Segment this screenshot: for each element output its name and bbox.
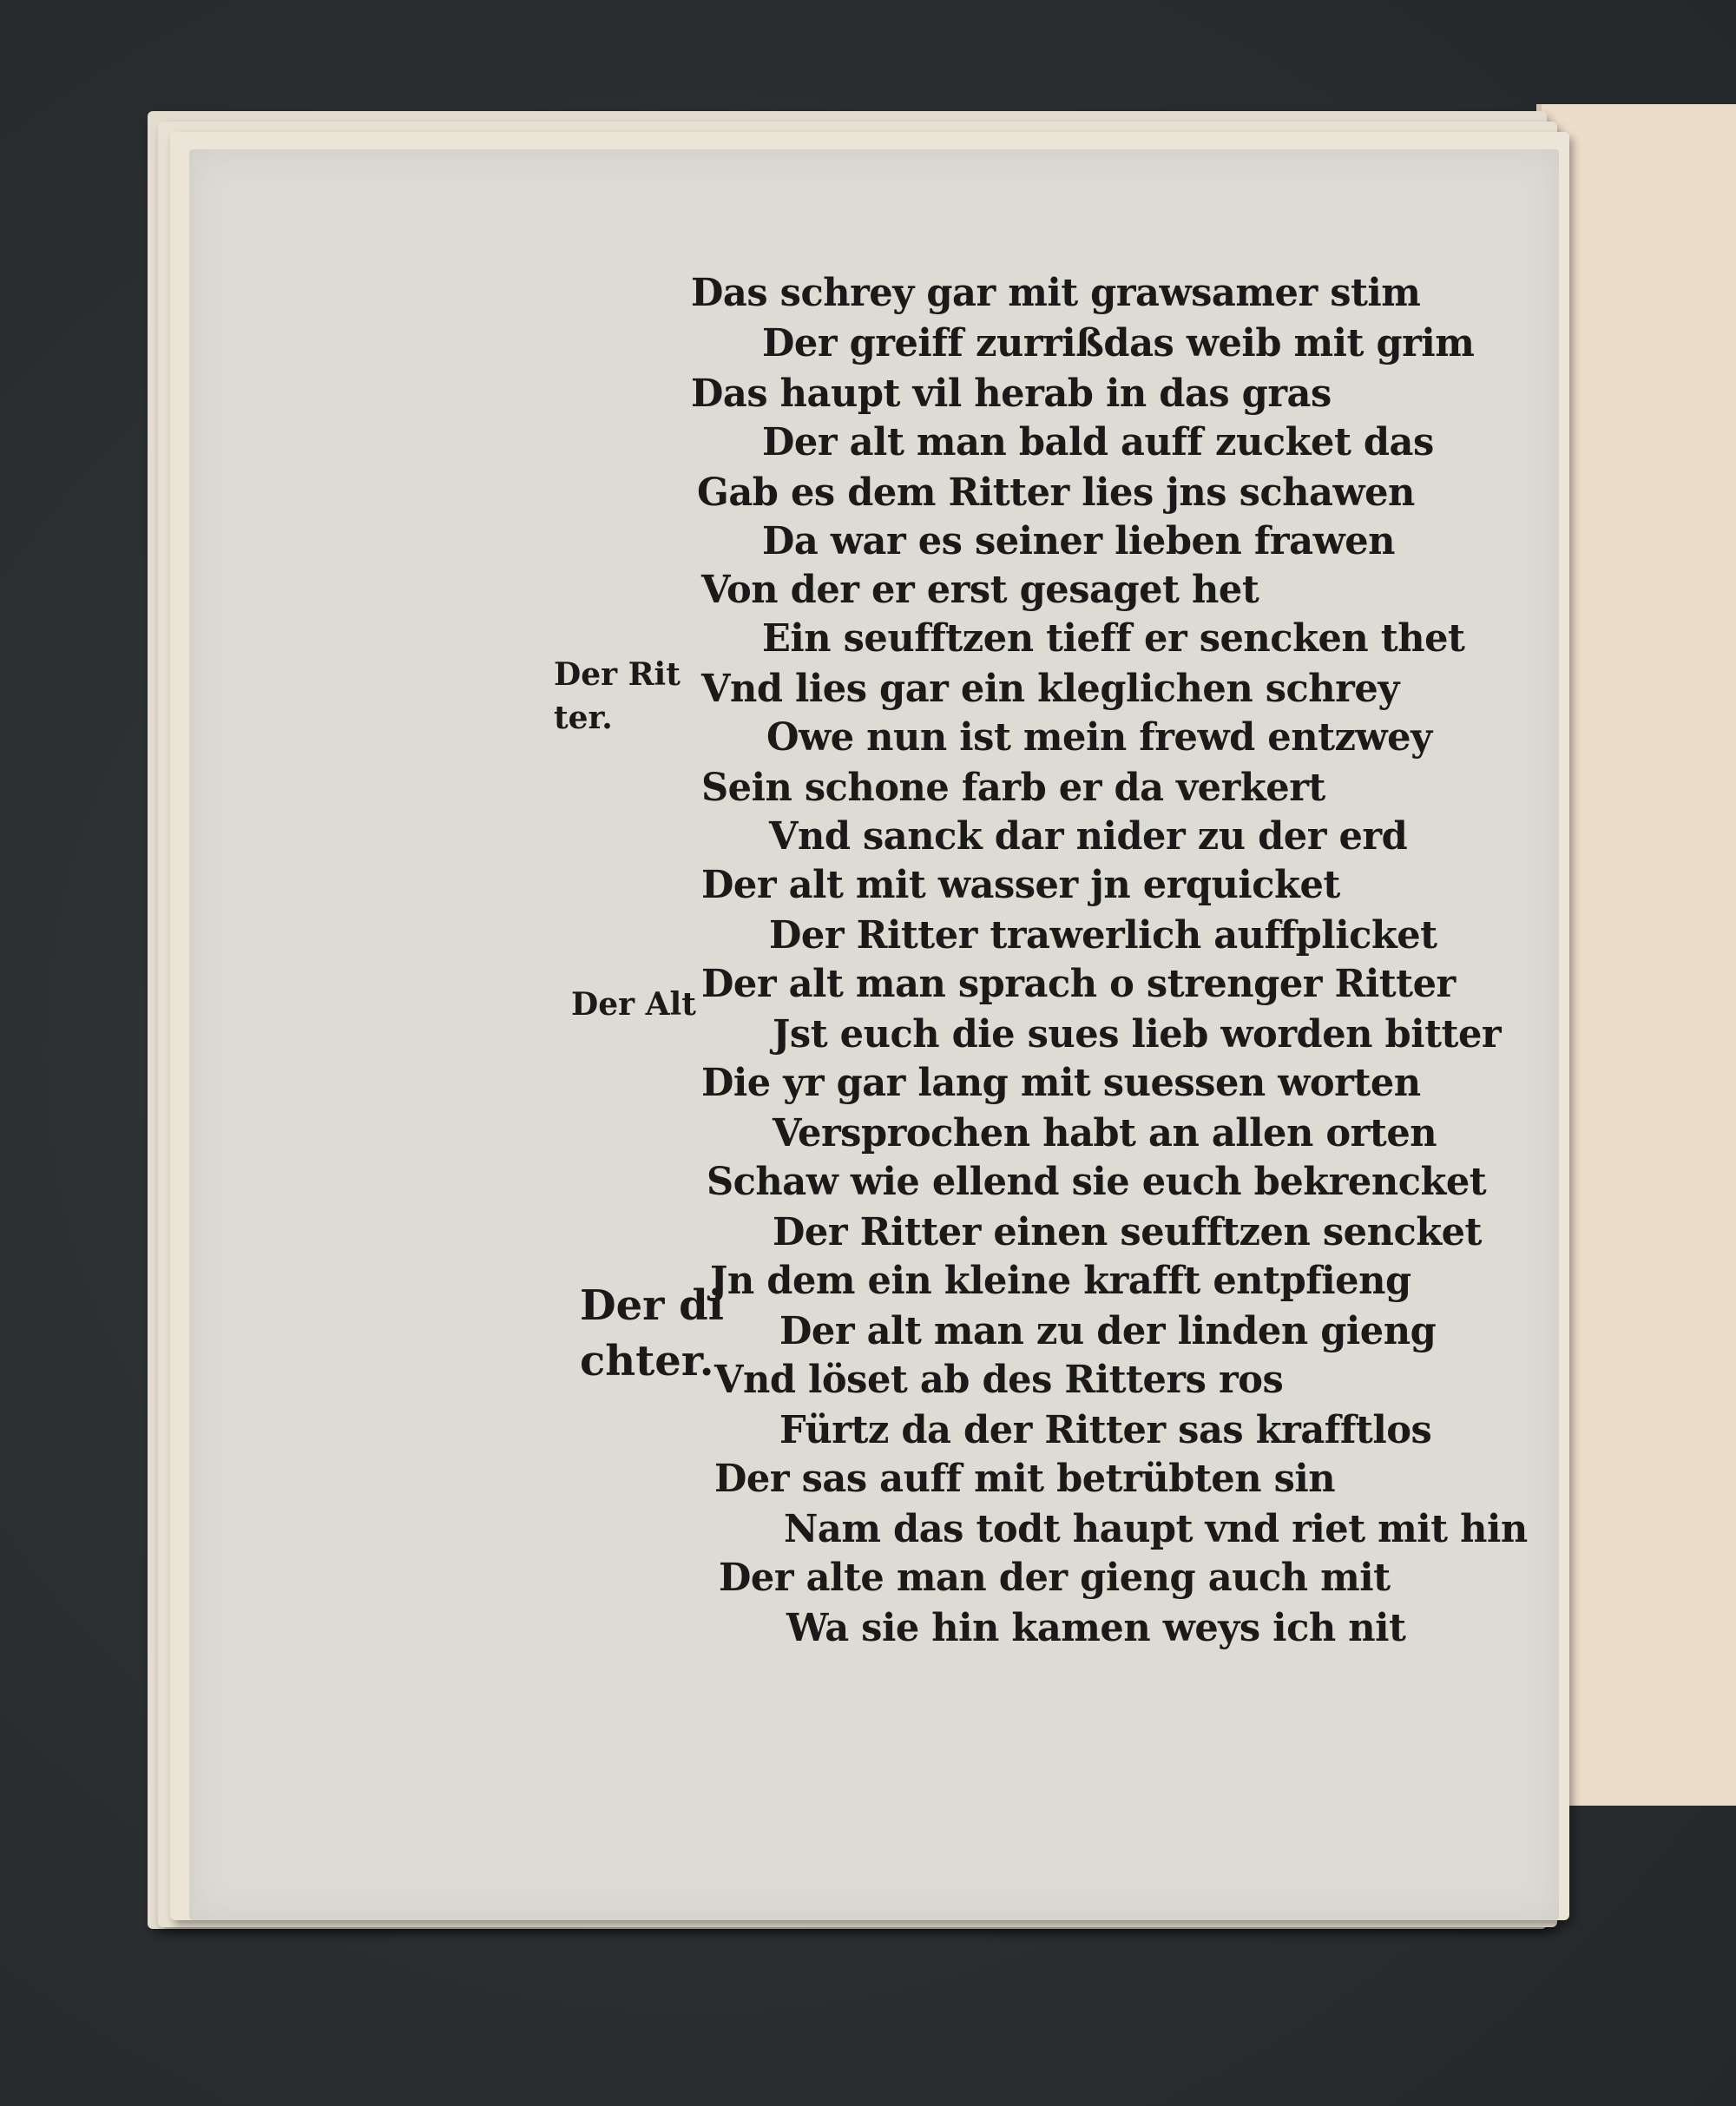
verse-line: Fürtz da der Ritter sas krafftlos (779, 1408, 1432, 1452)
speaker-note-ritter (554, 653, 681, 740)
book-page (189, 149, 1559, 1920)
verse-line: Die yr gar lang mit suessen worten (701, 1061, 1421, 1105)
verse-line: Jst euch die sues lieb worden bitter (773, 1012, 1502, 1056)
verse-line: Der Ritter trawerlich auffplicket (769, 913, 1437, 958)
speaker-note-line: Der Rit (554, 656, 681, 693)
verse-line: Nam das todt haupt vnd riet mit hin (784, 1507, 1528, 1551)
verse-line: Der sas auff mit betrübten sin (714, 1457, 1336, 1501)
speaker-note-line: Der di (580, 1281, 724, 1330)
speaker-note-line: Der Alt (571, 986, 696, 1023)
verse-line: Vnd löset ab des Ritters ros (714, 1358, 1284, 1402)
speaker-note-alt (571, 983, 696, 1026)
verse-line: Schaw wie ellend sie euch bekrencket (707, 1160, 1487, 1204)
verse-line: Der alte man der gieng auch mit (719, 1556, 1391, 1600)
verse-line: Der alt mit wasser jn erquicket (701, 863, 1340, 907)
verse-line: Versprochen habt an allen orten (773, 1111, 1437, 1155)
verse-line: Das haupt vil herab in das gras (691, 372, 1332, 416)
verse-line: Das schrey gar mit grawsamer stim (691, 271, 1421, 315)
verse-line: Der alt man bald auff zucket das (762, 420, 1434, 464)
verse-line: Von der er erst gesaget het (701, 568, 1259, 612)
verse-line: Vnd sanck dar nider zu der erd (769, 814, 1408, 859)
verse-line: Sein schone farb er da verkert (701, 766, 1325, 810)
verse-block (189, 149, 1559, 1920)
verse-line: Ein seufftzen tieff er sencken thet (762, 616, 1465, 661)
verse-line: Der greiff zurrißdas weib mit grim (762, 321, 1475, 365)
speaker-note-line: ter. (554, 700, 613, 736)
verse-line: Der alt man zu der linden gieng (779, 1309, 1437, 1353)
speaker-note-dichter (580, 1278, 724, 1389)
verse-line: Wa sie hin kamen weys ich nit (786, 1606, 1406, 1650)
speaker-note-line: chter. (580, 1337, 714, 1385)
verse-line: Jn dem ein kleine krafft entpfieng (710, 1259, 1411, 1303)
verse-line: Der alt man sprach o strenger Ritter (701, 962, 1456, 1006)
verse-line: Vnd lies gar ein kleglichen schrey (701, 667, 1399, 711)
verse-line: Gab es dem Ritter lies jns schawen (697, 471, 1415, 515)
verse-line: Der Ritter einen seufftzen sencket (773, 1210, 1482, 1254)
verse-line: Da war es seiner lieben frawen (762, 519, 1396, 563)
verse-line: Owe nun ist mein frewd entzwey (766, 715, 1432, 760)
